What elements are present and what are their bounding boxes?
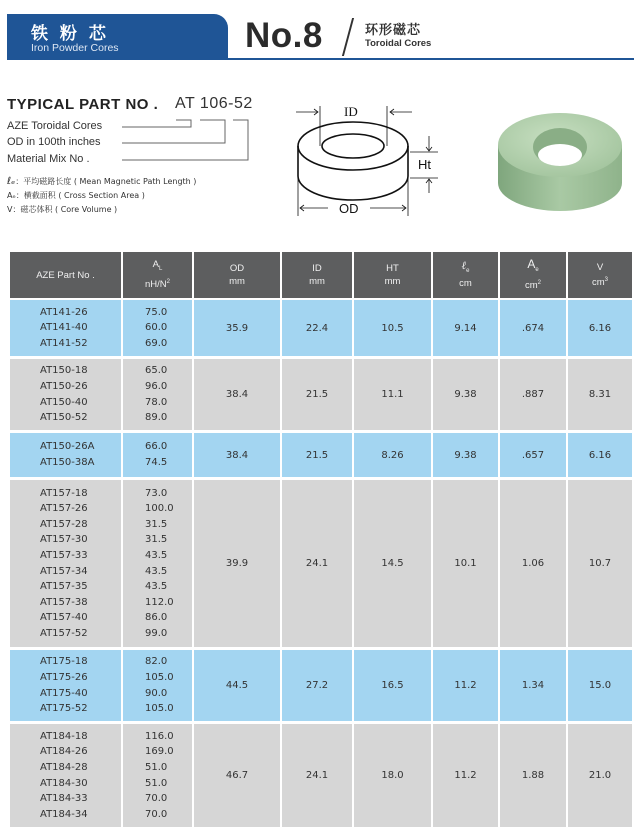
toroid-dimension-drawing (290, 94, 440, 219)
cell-al-values-line: 73.0 (145, 487, 168, 499)
cell-ae: 1.34 (500, 650, 566, 724)
cell-part-numbers (10, 480, 121, 650)
cell-v: 21.0 (568, 724, 632, 830)
cell-le: 9.38 (433, 433, 498, 480)
typical-part-title: TYPICAL PART NO . (7, 96, 159, 113)
cell-od: 46.7 (194, 724, 280, 830)
ht-label: Ht (418, 157, 431, 172)
cell-al-values (123, 300, 192, 359)
table-row (10, 480, 632, 650)
cell-al-values (123, 433, 192, 480)
cell-al-values-line: 70.0 (145, 808, 168, 820)
cell-ht: 18.0 (354, 724, 431, 830)
cell-part-numbers-line: AT157-38 (40, 596, 88, 608)
cell-part-numbers-line: AT175-52 (40, 703, 88, 715)
cell-part-numbers-line: AT157-18 (40, 487, 88, 499)
header-divider (7, 58, 634, 60)
cell-part-numbers-line: AT184-34 (40, 808, 88, 820)
cell-al-values-line: 86.0 (145, 612, 168, 624)
code-prefix: AT (175, 95, 195, 112)
cell-id: 24.1 (282, 480, 352, 650)
legend-ae (7, 190, 145, 201)
cell-v: 10.7 (568, 480, 632, 650)
col-header-part-no: AZE Part No . (10, 252, 121, 300)
cell-part-numbers-line: AT157-40 (40, 612, 88, 624)
cell-al-values-line: 43.5 (145, 565, 168, 577)
cell-ae: .674 (500, 300, 566, 359)
legend-le-text: ：平均磁路长度 ( Mean Magnetic Path Length ) (15, 177, 197, 186)
cell-id: 21.5 (282, 359, 352, 433)
category-title-cn: 铁 粉 芯 (31, 24, 109, 44)
cell-part-numbers-line: AT175-26 (40, 671, 88, 683)
cell-part-numbers-line: AT184-28 (40, 761, 88, 773)
col-header-v: V $cm^3$ (568, 252, 632, 300)
section-title-en: Toroidal Cores (365, 38, 432, 49)
cell-ht: 14.5 (354, 480, 431, 650)
cell-ae: 1.88 (500, 724, 566, 830)
section-title-cn: 环形磁芯 (365, 23, 422, 38)
cell-part-numbers (10, 433, 121, 480)
cell-al-values-line: 43.5 (145, 549, 168, 561)
cell-id: 21.5 (282, 433, 352, 480)
cell-part-numbers-line: AT184-18 (40, 730, 88, 742)
cell-ae: 1.06 (500, 480, 566, 650)
cell-part-numbers-line: AT175-18 (40, 656, 88, 668)
cell-part-numbers-line: AT141-40 (40, 322, 88, 334)
cell-od: 35.9 (194, 300, 280, 359)
cell-al-values-line: 105.0 (145, 703, 174, 715)
cell-al-values-line: 75.0 (145, 306, 168, 318)
cell-od: 44.5 (194, 650, 280, 724)
cell-part-numbers-line: AT150-18 (40, 365, 88, 377)
toroid-spec-table (8, 252, 634, 830)
table-row (10, 650, 632, 724)
cell-al-values-line: 74.5 (145, 457, 168, 468)
col-header-id: ID mm (282, 252, 352, 300)
cell-al-values-line: 90.0 (145, 687, 168, 699)
legend-le (7, 176, 196, 187)
cell-part-numbers-line: AT157-52 (40, 627, 88, 639)
cell-ht: 8.26 (354, 433, 431, 480)
code-od: 106 (199, 95, 229, 112)
legend-v (7, 204, 117, 215)
cell-ht: 11.1 (354, 359, 431, 433)
cell-part-numbers-line: AT157-34 (40, 565, 88, 577)
cell-al-values (123, 480, 192, 650)
cell-part-numbers-line: AT157-35 (40, 581, 88, 593)
cell-al-values (123, 724, 192, 830)
cell-al-values-line: 70.0 (145, 793, 168, 805)
cell-od: 38.4 (194, 359, 280, 433)
cell-id: 22.4 (282, 300, 352, 359)
page-header (7, 14, 634, 60)
cell-al-values (123, 650, 192, 724)
cell-le: 11.2 (433, 724, 498, 830)
table-row (10, 300, 632, 359)
cell-ht: 10.5 (354, 300, 431, 359)
cell-part-numbers (10, 300, 121, 359)
table-row (10, 724, 632, 830)
slash-divider (342, 18, 354, 56)
cell-part-numbers-line: AT150-38A (40, 457, 95, 468)
cell-part-numbers-line: AT184-30 (40, 777, 88, 789)
le-symbol: ℓₑ (7, 176, 16, 187)
cell-al-values-line: 99.0 (145, 627, 168, 639)
cell-part-numbers-line: AT150-26 (40, 380, 88, 392)
cell-v: 15.0 (568, 650, 632, 724)
cell-part-numbers-line: AT150-26A (40, 441, 95, 453)
cell-part-numbers-line: AT150-40 (40, 396, 88, 408)
legend-v-text: ：磁芯体积 ( Core Volume ) (12, 205, 118, 214)
cell-part-numbers-line: AT150-52 (40, 412, 88, 424)
cell-al-values-line: 89.0 (145, 412, 168, 424)
cell-id: 27.2 (282, 650, 352, 724)
cell-le: 9.14 (433, 300, 498, 359)
cell-part-numbers-line: AT141-52 (40, 337, 88, 349)
cell-al-values (123, 359, 192, 433)
id-label: ID (344, 104, 358, 119)
cell-ae: .887 (500, 359, 566, 433)
cell-ae: .657 (500, 433, 566, 480)
cell-al-values-line: 69.0 (145, 337, 168, 349)
cell-al-values-line: 66.0 (145, 441, 168, 453)
cell-v: 6.16 (568, 433, 632, 480)
cell-le: 10.1 (433, 480, 498, 650)
cell-al-values-line: 31.5 (145, 518, 168, 530)
col-header-ht: HT mm (354, 252, 431, 300)
label-series: AZE Toroidal Cores (7, 120, 103, 132)
cell-id: 24.1 (282, 724, 352, 830)
legend-ae-text: ：横截面积 ( Cross Section Area ) (15, 191, 145, 200)
category-title-en: Iron Powder Cores (31, 42, 119, 54)
cell-v: 6.16 (568, 300, 632, 359)
cell-al-values-line: 169.0 (145, 746, 174, 758)
section-number: No.8 (245, 16, 323, 55)
code-mix: 52 (233, 95, 253, 112)
cell-part-numbers-line: AT175-40 (40, 687, 88, 699)
cell-od: 39.9 (194, 480, 280, 650)
cell-al-values-line: 51.0 (145, 761, 168, 773)
cell-part-numbers-line: AT157-30 (40, 534, 88, 546)
cell-al-values-line: 116.0 (145, 730, 174, 742)
label-mix: Material Mix No . (7, 153, 90, 165)
cell-al-values-line: 105.0 (145, 671, 174, 683)
table-row (10, 359, 632, 433)
table-header-row (10, 252, 632, 300)
cell-part-numbers-line: AT157-26 (40, 503, 88, 515)
cell-le: 11.2 (433, 650, 498, 724)
toroid-core-image (490, 103, 630, 213)
cell-part-numbers-line: AT184-33 (40, 793, 88, 805)
cell-v: 8.31 (568, 359, 632, 433)
cell-part-numbers-line: AT141-26 (40, 306, 88, 318)
callout-lines (7, 96, 267, 186)
cell-part-numbers-line: AT157-33 (40, 549, 88, 561)
col-header-al: $A_L$ $nH/N^2$ (123, 252, 192, 300)
cell-part-numbers (10, 359, 121, 433)
table-row (10, 433, 632, 480)
cell-part-numbers (10, 650, 121, 724)
cell-al-values-line: 31.5 (145, 534, 168, 546)
cell-part-numbers-line: AT157-28 (40, 518, 88, 530)
col-header-le: ℓ$_e$ cm (433, 252, 498, 300)
cell-al-values-line: 43.5 (145, 581, 168, 593)
label-od: OD in 100th inches (7, 136, 101, 148)
toroid-outline-icon (290, 94, 440, 219)
code-dash: - (228, 95, 234, 112)
ae-symbol: Aₑ (7, 191, 16, 200)
cell-al-values-line: 65.0 (145, 365, 168, 377)
od-label: OD (339, 201, 359, 216)
cell-al-values-line: 82.0 (145, 656, 168, 668)
cell-al-values-line: 100.0 (145, 503, 174, 515)
cell-al-values-line: 96.0 (145, 380, 168, 392)
category-tab (7, 14, 228, 60)
cell-al-values-line: 51.0 (145, 777, 168, 789)
cell-le: 9.38 (433, 359, 498, 433)
cell-al-values-line: 112.0 (145, 596, 174, 608)
cell-al-values-line: 60.0 (145, 322, 168, 334)
cell-ht: 16.5 (354, 650, 431, 724)
cell-al-values-line: 78.0 (145, 396, 168, 408)
cell-part-numbers (10, 724, 121, 830)
table-body (10, 300, 632, 830)
v-symbol: V (7, 205, 13, 214)
cell-od: 38.4 (194, 433, 280, 480)
col-header-ae: $A_e$ $cm^2$ (500, 252, 566, 300)
green-toroid-icon (490, 103, 630, 213)
col-header-od: OD mm (194, 252, 280, 300)
cell-part-numbers-line: AT184-26 (40, 746, 88, 758)
